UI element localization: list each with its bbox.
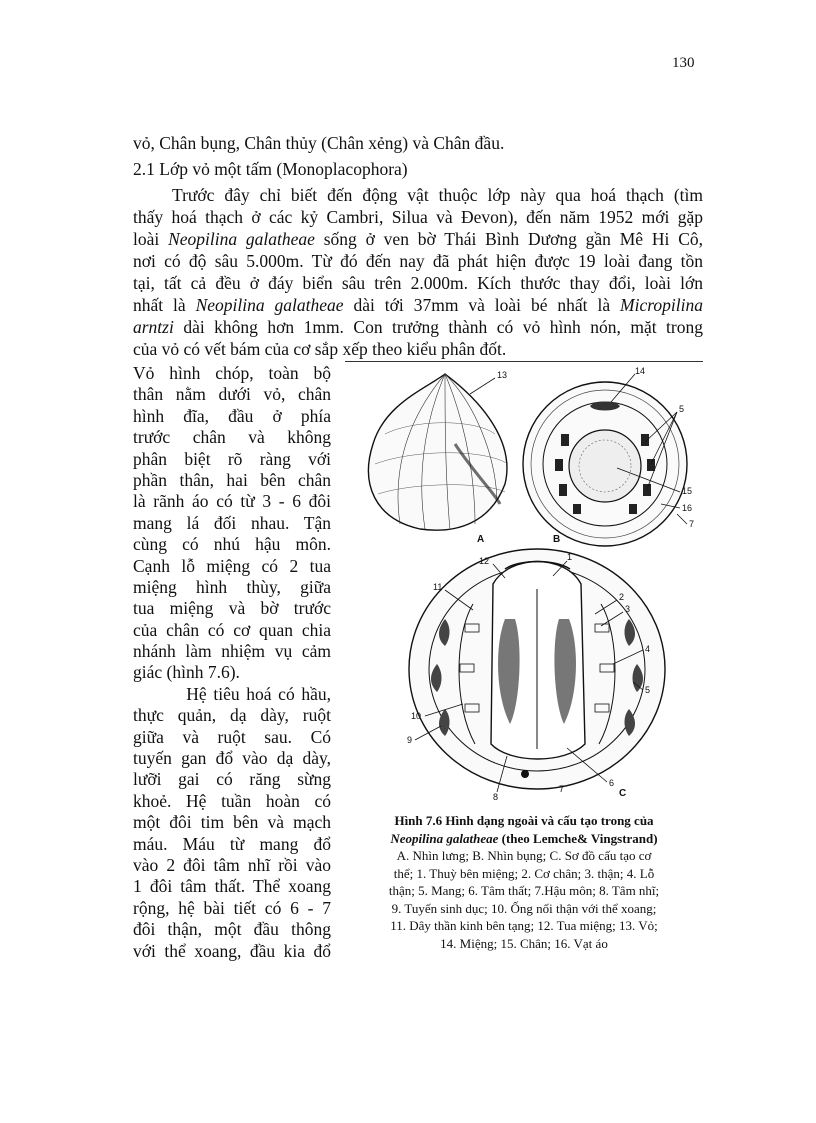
figure-label: 7 bbox=[689, 519, 695, 529]
figure-label: 12 bbox=[479, 556, 490, 566]
column-line: phân biệt rõ ràng với bbox=[133, 448, 331, 469]
column-line: thực quản, dạ dày, ruột bbox=[133, 705, 331, 726]
column-line: trước chân và không bbox=[133, 427, 331, 448]
figure-label: 7 bbox=[559, 784, 565, 794]
paragraph-line bbox=[133, 294, 703, 316]
species-name: arntzi bbox=[133, 317, 174, 337]
caption-title: Hình 7.6 Hình dạng ngoài và cấu tạo trong của bbox=[394, 813, 654, 828]
column-line: đôi thận, một đầu thông bbox=[133, 919, 331, 940]
paragraph-line bbox=[133, 228, 703, 250]
paragraph-line: thấy hoá thạch ở các kỷ Cambri, Silua và Đevon), đến năm 1952 mới gặp bbox=[133, 207, 703, 227]
column-line: mang lá đối nhau. Tận bbox=[133, 512, 331, 533]
paragraph-line: của vỏ có vết bám của cơ sắp xếp theo kiểu phân đốt. bbox=[133, 339, 507, 359]
column-line: thân nằm dưới vỏ, chân bbox=[133, 384, 331, 405]
caption-source: (theo Lemche& Vingstrand) bbox=[498, 830, 658, 846]
column-line: Cạnh lỗ miệng có 2 tua bbox=[133, 555, 331, 576]
column-line: với thể xoang, đầu kia đổ bbox=[133, 940, 331, 961]
figure-letter: B bbox=[553, 534, 561, 545]
column-line: tuyến gan đổ vào dạ dày, bbox=[133, 748, 331, 769]
column-line: miệng hình thùy, giữa bbox=[133, 576, 331, 597]
column-line: rộng, hệ bài tiết có 6 - 7 bbox=[133, 897, 331, 918]
caption-line: thể; 1. Thuỳ bên miệng; 2. Cơ chân; 3. thận; 4. Lỗ bbox=[393, 865, 655, 881]
figure-label: 11 bbox=[433, 582, 443, 592]
paragraph-line: nơi có độ sâu 5.000m. Từ đó đến nay đã phát hiện được 19 loài đang tồn bbox=[133, 251, 703, 271]
left-column-text bbox=[133, 363, 331, 962]
column-line: lưỡi gai có răng sừng bbox=[133, 769, 331, 790]
caption-line: 9. Tuyến sinh dục; 10. Ống nối thận với thể xoang; bbox=[391, 900, 657, 916]
figure-neopilina bbox=[345, 364, 703, 804]
text: loài bbox=[133, 229, 169, 249]
figure-label: 10 bbox=[411, 711, 422, 721]
column-line: giữa và ruột sau. Có bbox=[133, 726, 331, 747]
caption-line: 14. Miệng; 15. Chân; 16. Vạt áo bbox=[440, 935, 608, 951]
column-line: của chân có cơ quan chia bbox=[133, 619, 331, 640]
column-line: giác (hình 7.6). bbox=[133, 662, 240, 683]
figure-label: 8 bbox=[493, 792, 499, 802]
figure-label: 3 bbox=[625, 604, 631, 614]
column-line: 1 đôi tâm thất. Thể xoang bbox=[133, 876, 331, 897]
figure-label: 14 bbox=[635, 366, 646, 376]
figure-label: 13 bbox=[497, 370, 508, 380]
paragraph-line bbox=[133, 316, 703, 338]
shell-dorsal-view bbox=[368, 374, 508, 530]
figure-letter: A bbox=[477, 534, 485, 545]
species-name: Neopilina galatheae bbox=[168, 229, 315, 249]
column-line: Vỏ hình chóp, toàn bộ bbox=[133, 363, 331, 383]
caption-line: A. Nhìn lưng; B. Nhìn bụng; C. Sơ đồ cấu tạo cơ bbox=[396, 848, 652, 863]
section-heading: 2.1 Lớp vỏ một tấm (Monoplacophora) bbox=[133, 159, 408, 179]
figure-label: 5 bbox=[679, 404, 685, 414]
figure-label: 1 bbox=[567, 552, 573, 562]
caption-species: Neopilina galatheae bbox=[390, 830, 499, 846]
figure-label: 4 bbox=[645, 644, 651, 654]
species-name: Neopilina galatheae bbox=[195, 295, 344, 315]
text: dài tới 37mm và loài bé nhất là bbox=[343, 295, 621, 315]
column-line: vào 2 đôi tâm nhĩ rồi vào bbox=[133, 854, 331, 875]
column-line: Hệ tiêu hoá có hầu, bbox=[133, 683, 331, 704]
paragraph-line: Trước đây chỉ biết đến động vật thuộc lớp này qua hoá thạch (tìm bbox=[172, 185, 703, 205]
text: dài không hơn 1mm. Con trưởng thành có vỏ hình nón, mặt trong bbox=[173, 317, 703, 337]
intro-line: vỏ, Chân bụng, Chân thủy (Chân xẻng) và Chân đầu. bbox=[133, 133, 505, 153]
column-line: máu. Máu từ mang đổ bbox=[133, 833, 331, 854]
shell-ventral-view bbox=[523, 382, 687, 546]
column-line: nhánh làm nhiệm vụ cảm bbox=[133, 641, 331, 662]
species-name: Micropilina bbox=[620, 295, 703, 315]
figure-letter: C bbox=[619, 788, 627, 799]
figure-label: 9 bbox=[407, 735, 413, 745]
column-line: phần thân, hai bên chân bbox=[133, 469, 331, 490]
figure-label: 16 bbox=[682, 503, 693, 513]
page-number: 130 bbox=[672, 55, 695, 71]
figure-label: 15 bbox=[682, 486, 693, 496]
figure-caption bbox=[345, 812, 703, 952]
column-line: là rãnh áo có từ 3 - 6 đôi bbox=[133, 491, 331, 512]
text: nhất là bbox=[133, 295, 196, 315]
column-line: cùng có nhú hậu môn. bbox=[133, 534, 331, 555]
internal-anatomy-diagram bbox=[409, 549, 665, 789]
text: sống ở ven bờ Thái Bình Dương gần Mê Hi Cô, bbox=[314, 229, 703, 249]
figure-label: 2 bbox=[619, 592, 625, 602]
figure-top-rule bbox=[345, 361, 703, 362]
figure-label: 6 bbox=[609, 778, 615, 788]
caption-line: thận; 5. Mang; 6. Tâm thất; 7.Hậu môn; 8. Tâm nhĩ; bbox=[388, 883, 660, 898]
caption-subtitle bbox=[345, 830, 703, 848]
column-line: một đôi tim bên và mạch bbox=[133, 812, 331, 833]
column-line: khoẻ. Hệ tuần hoàn có bbox=[133, 790, 331, 811]
caption-line: 11. Dây thần kinh bên tạng; 12. Tua miệng; 13. Vỏ; bbox=[390, 918, 658, 933]
figure-label: 5 bbox=[645, 685, 651, 695]
column-line: tua miệng và bờ trước bbox=[133, 598, 331, 619]
paragraph-line: tại, tất cả đều ở đáy biển sâu trên 2.000m. Kích thước thay đổi, loài lớn bbox=[133, 273, 703, 293]
column-line: hình đĩa, đầu ở phía bbox=[133, 405, 331, 426]
